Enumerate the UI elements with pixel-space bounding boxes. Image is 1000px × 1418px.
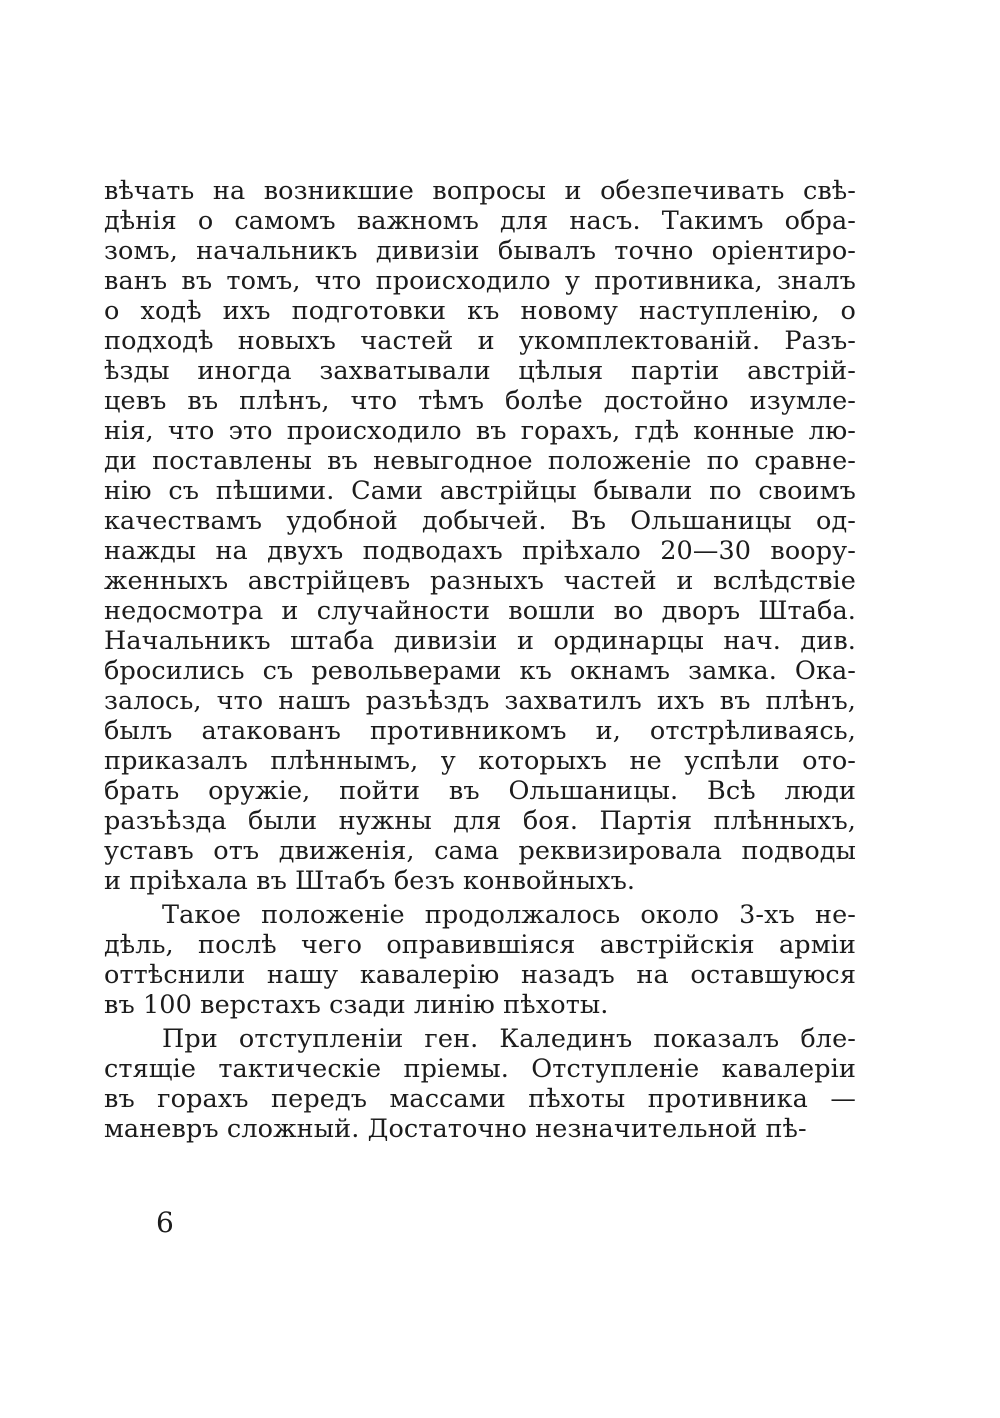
text-line: нажды на двухъ подводахъ пріѣхало 20—30 воору- [104,536,856,566]
text-line: При отступленіи ген. Калединъ показалъ бле- [162,1024,856,1054]
body-text [104,176,856,1144]
text-line: подходѣ новыхъ частей и укомплектованій. Разъ- [104,326,856,356]
paragraph [104,176,856,896]
text-line: бросились съ револьверами къ окнамъ замка. Ока- [104,656,856,686]
text-line: ѣзды иногда захватывали цѣлыя партіи австрій- [104,356,856,386]
text-line: брать оружіе, пойти въ Ольшаницы. Всѣ люди [104,776,856,806]
text-line: зомъ, начальникъ дивизіи бывалъ точно оріентиро- [104,236,856,266]
text-line: былъ атакованъ противникомъ и, отстрѣливаясь, [104,716,856,746]
text-line: разъѣзда были нужны для боя. Партія плѣнныхъ, [104,806,856,836]
text-line: въ 100 верстахъ сзади линію пѣхоты. [104,990,609,1020]
page-number: 6 [156,1206,174,1239]
text-line: приказалъ плѣннымъ, у которыхъ не успѣли ото- [104,746,856,776]
text-line: ди поставлены въ невыгодное положеніе по сравне- [104,446,856,476]
text-line: маневръ сложный. Достаточно незначительной пѣ- [104,1114,807,1144]
text-line: ванъ въ томъ, что происходило у противника, зналъ [104,266,856,296]
text-line: дѣль, послѣ чего оправившіяся австрійскія арміи [104,930,856,960]
text-line: о ходѣ ихъ подготовки къ новому наступленію, о [104,296,856,326]
text-line: и пріѣхала въ Штабъ безъ конвойныхъ. [104,866,636,896]
text-line: цевъ въ плѣнъ, что тѣмъ болѣе достойно изумле- [104,386,856,416]
text-line: дѣнія о самомъ важномъ для насъ. Такимъ обра- [104,206,856,236]
text-line: оттѣснили нашу кавалерію назадъ на оставшуюся [104,960,856,990]
text-line: уставъ отъ движенія, сама реквизировала подводы [104,836,856,866]
text-line: качествамъ удобной добычей. Въ Ольшаницы од- [104,506,856,536]
text-line: залось, что нашъ разъѣздъ захватилъ ихъ въ плѣнъ, [104,686,856,716]
text-line: Начальникъ штаба дивизіи и ординарцы нач. див. [104,626,856,656]
paragraph [104,900,856,1020]
text-line: нія, что это происходило въ горахъ, гдѣ конные лю- [104,416,856,446]
paragraph [104,1024,856,1144]
text-line: вѣчать на возникшие вопросы и обезпечивать свѣ- [104,176,856,206]
text-line: женныхъ австрійцевъ разныхъ частей и вслѣдствіе [104,566,856,596]
text-line: Такое положеніе продолжалось около 3-хъ не- [162,900,856,930]
text-line: недосмотра и случайности вошли во дворъ Штаба. [104,596,856,626]
text-line: нію съ пѣшими. Сами австрійцы бывали по своимъ [104,476,856,506]
text-line: стящіе тактическіе пріемы. Отступленіе кавалеріи [104,1054,856,1084]
text-line: въ горахъ передъ массами пѣхоты противника — [104,1084,856,1114]
